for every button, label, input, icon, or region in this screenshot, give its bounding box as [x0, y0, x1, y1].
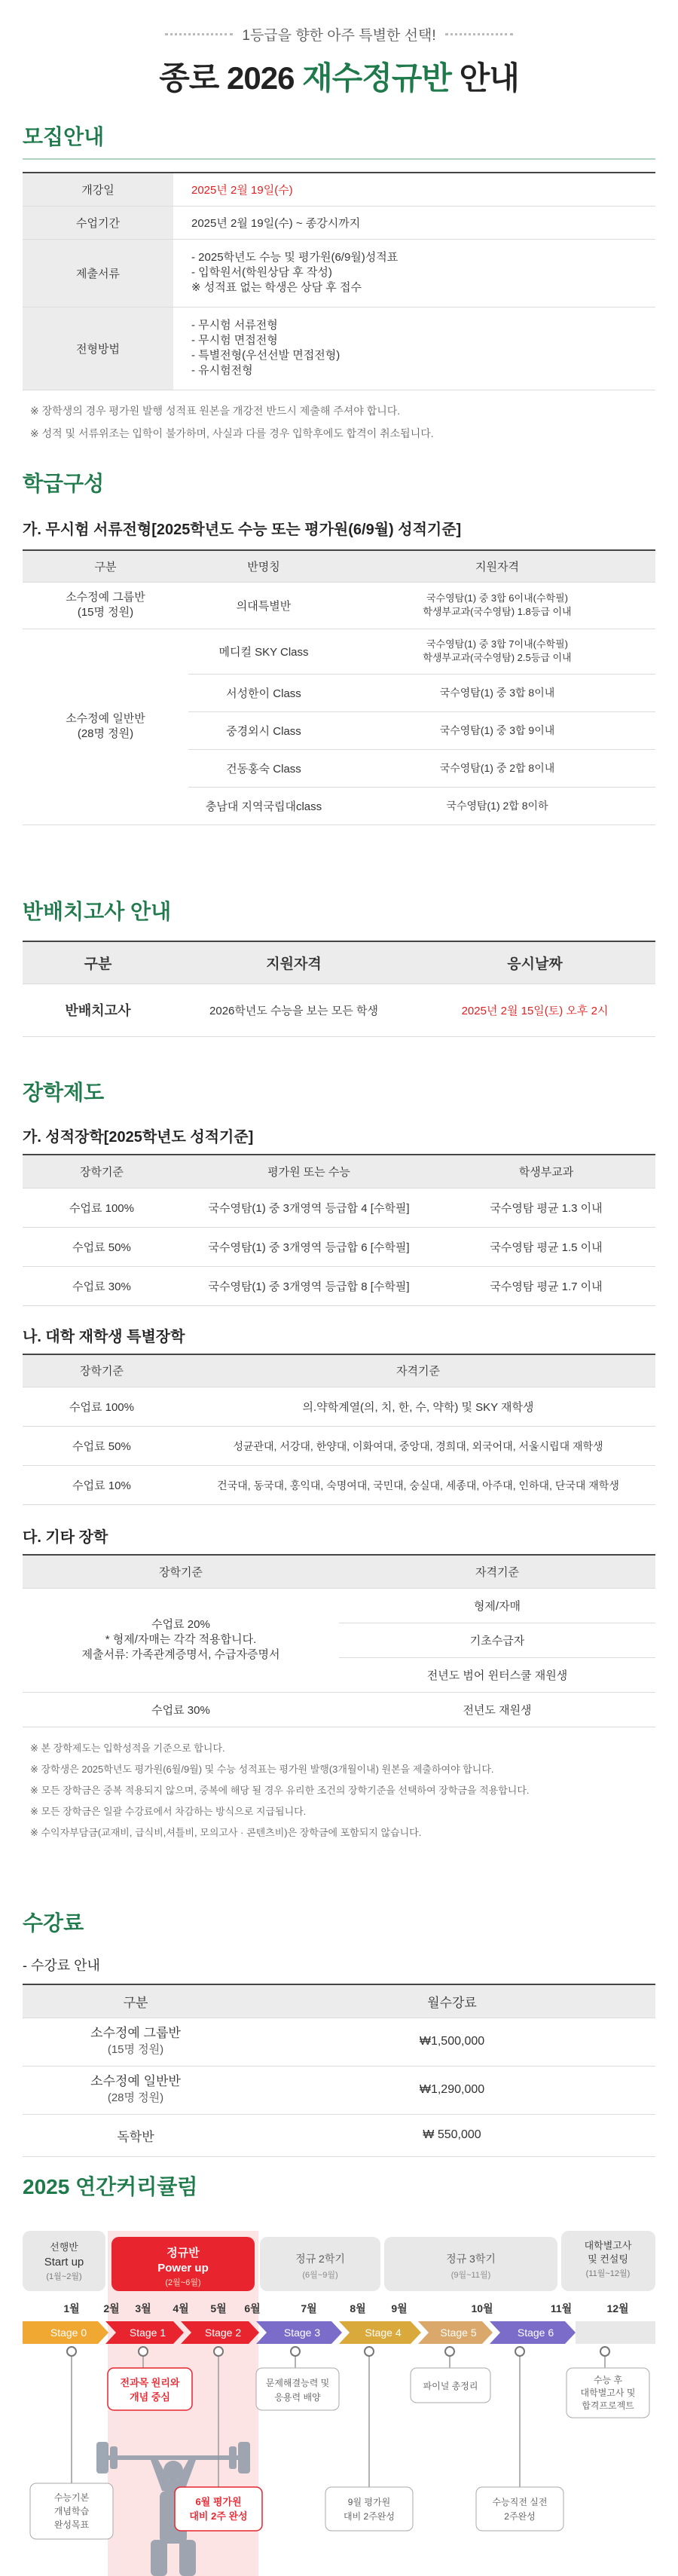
stage-label: Stage 0 — [50, 2327, 87, 2339]
group-sub: (28명 정원) — [77, 727, 134, 740]
name: 소수정예 그룹반 — [90, 2026, 181, 2040]
class-qual: 국수영탐(1) 중 3합 9이내 — [339, 711, 655, 749]
table-header — [23, 1984, 655, 2018]
hero-subtitle-row — [165, 24, 512, 44]
group-cell — [23, 582, 188, 629]
tuition-fee: ₩1,500,000 — [249, 2018, 655, 2066]
table-row — [23, 2114, 655, 2156]
stage-label: Stage 6 — [517, 2327, 554, 2339]
table-row — [23, 629, 655, 674]
line: - 특별전형(우선선발 면접전형) — [191, 349, 341, 362]
tuition-table — [23, 1984, 655, 2157]
note-box — [476, 2487, 563, 2531]
note-text: 개념학습 — [53, 2506, 90, 2516]
scholar-a-table — [23, 1154, 655, 1306]
cell: 국수영탐(1) 중 3개영역 등급합 8 [수학필] — [181, 1266, 437, 1305]
class-qual: 국수영탐(1) 중 3합 8이내 — [339, 674, 655, 711]
table-row — [23, 582, 655, 629]
phase-period: (9월~11월) — [450, 2271, 491, 2280]
cell: 수업료 30% — [23, 1692, 339, 1727]
cell: 수업료 50% — [23, 1427, 181, 1466]
cell: 국수영탐(1) 중 3개영역 등급합 6 [수학필] — [181, 1227, 437, 1266]
table-row — [23, 1588, 655, 1623]
placement-section — [0, 895, 678, 1037]
note-box — [175, 2487, 262, 2531]
divider — [23, 158, 655, 160]
stage-label: Stage 3 — [283, 2327, 321, 2339]
class-qual — [339, 629, 655, 674]
header-cell: 구분 — [23, 1984, 249, 2018]
scholar-title: 장학제도 — [23, 1081, 105, 1104]
tuition-subtitle: - 수강료 안내 — [23, 1958, 100, 1973]
tuition-fee: ₩1,290,000 — [249, 2066, 655, 2114]
header-cell: 학생부교과 — [437, 1155, 655, 1188]
month-label: 4월 — [173, 2302, 189, 2314]
tuition-name: 독학반 — [23, 2114, 249, 2156]
tuition-section — [0, 1907, 678, 2157]
month-label: 6월 — [244, 2302, 261, 2314]
tuition-title: 수강료 — [23, 1911, 84, 1935]
dot — [515, 2347, 524, 2356]
placement-date: 2025년 2월 15일(토) 오후 2시 — [414, 984, 655, 1036]
dot — [139, 2347, 148, 2356]
note-text: 2주완성 — [504, 2511, 536, 2522]
name: 소수정예 일반반 — [90, 2074, 181, 2088]
phase-name: 선행반 — [50, 2241, 78, 2253]
header-cell: 장학기준 — [23, 1555, 339, 1588]
note: ※ 성적 및 서류위조는 입학이 불가하며, 사실과 다를 경우 입학후에도 합격이 취소됩니다. — [30, 427, 434, 439]
cell: 기초수급자 — [339, 1623, 655, 1657]
note: ※ 장학생은 2025학년도 평가원(6월/9월) 및 수능 성적표는 평가원 발행(3개월이내) 원본을 제출하여야 합니다. — [30, 1763, 494, 1775]
tuition-fee: ₩ 550,000 — [249, 2114, 655, 2156]
title-prefix: 종로 2026 — [159, 60, 303, 96]
table-row — [23, 1227, 655, 1266]
note-text: 9월 평가원 — [347, 2497, 391, 2507]
title-suffix: 안내 — [450, 60, 519, 96]
line: 국수영탐(1) 중 3합 6이내(수학필) — [426, 592, 568, 604]
phase-period: (6월~9월) — [302, 2271, 338, 2280]
placement-table — [23, 941, 655, 1037]
note-text: 파이널 총정리 — [423, 2381, 478, 2391]
note-text: 합격프로젝트 — [582, 2400, 634, 2411]
header-cell: 자격기준 — [339, 1555, 655, 1588]
page-title — [0, 54, 678, 99]
phase-name2: Start up — [44, 2256, 84, 2269]
class-qual — [339, 582, 655, 629]
classes-section — [0, 467, 678, 825]
cell — [23, 1588, 339, 1692]
note-box — [108, 2368, 192, 2410]
month-label: 9월 — [391, 2302, 408, 2314]
month-label: 7월 — [301, 2302, 317, 2314]
row-label: 제출서류 — [23, 239, 173, 307]
class-name: 건동홍숙 Class — [188, 749, 339, 787]
row-value — [173, 307, 655, 390]
note-text: 대비 2주 완성 — [189, 2510, 248, 2522]
sub: (15명 정원) — [107, 2043, 164, 2056]
group-cell — [23, 629, 188, 825]
stage-label: Stage 4 — [365, 2327, 402, 2339]
curriculum-diagram — [0, 2231, 678, 2576]
line: 수업료 20% — [151, 1618, 210, 1631]
cell: 전년도 재원생 — [339, 1692, 655, 1727]
header-cell: 지원자격 — [173, 941, 414, 984]
sub: (28명 정원) — [107, 2091, 164, 2104]
header-cell: 장학기준 — [23, 1155, 181, 1188]
row-value — [173, 239, 655, 307]
line: - 입학원서(학원상담 후 작성) — [191, 266, 332, 279]
note-text: 6월 평가원 — [195, 2496, 242, 2507]
line: - 2025학년도 수능 및 평가원(6/9월)성적표 — [191, 251, 399, 264]
group-sub: (15명 정원) — [77, 606, 134, 619]
classes-subtitle: 가. 무시험 서류전형[2025학년도 수능 또는 평가원(6/9월) 성적기준] — [23, 522, 462, 538]
line: - 무시험 면접전형 — [191, 334, 278, 347]
placement-qual: 2026학년도 수능을 보는 모든 학생 — [173, 984, 414, 1036]
note-text: 문제해결능력 및 — [265, 2378, 330, 2388]
month-label: 2월 — [103, 2302, 120, 2314]
stage-label: Stage 5 — [440, 2327, 477, 2339]
line: 국수영탐(1) 중 3합 7이내(수학필) — [426, 638, 568, 650]
cell: 국수영탐(1) 중 3개영역 등급합 4 [수학필] — [181, 1188, 437, 1227]
row-label: 수업기간 — [23, 206, 173, 239]
scholar-notes — [0, 1738, 678, 1843]
classes-table — [23, 549, 655, 825]
month-label: 1월 — [63, 2302, 80, 2314]
recruit-section — [0, 121, 678, 445]
tuition-name — [23, 2018, 249, 2066]
phase-name: 대학별고사 — [584, 2240, 632, 2251]
dot — [445, 2347, 454, 2356]
row-label: 개강일 — [23, 173, 173, 206]
note-text: 대학별고사 및 — [580, 2388, 636, 2398]
recruit-notes — [0, 399, 678, 445]
header-cell: 월수강료 — [249, 1984, 655, 2018]
curriculum-title: 2025 연간커리큘럼 — [23, 2175, 198, 2198]
dots-left — [165, 33, 233, 36]
curriculum-section — [0, 2171, 678, 2201]
phase-name: 정규 2학기 — [295, 2253, 345, 2265]
scholar-c-table — [23, 1554, 655, 1727]
table-row — [23, 206, 655, 239]
table-row — [23, 984, 655, 1036]
recruit-table — [23, 172, 655, 390]
note-text: 개념 중심 — [130, 2391, 170, 2403]
dot — [214, 2347, 223, 2356]
phase-name2: 및 컨설팅 — [588, 2253, 628, 2265]
placement-name: 반배치고사 — [23, 984, 173, 1036]
line: - 유시험전형 — [191, 364, 253, 377]
cell: 형제/자매 — [339, 1588, 655, 1623]
recruit-title: 모집안내 — [23, 125, 105, 148]
note: ※ 장학생의 경우 평가원 발행 성적표 원본을 개강전 반드시 제출해 주셔야 합니다. — [30, 404, 401, 417]
stage-label: Stage 2 — [204, 2327, 242, 2339]
stage-tail — [576, 2321, 655, 2344]
phase-period: (1월~2월) — [46, 2272, 82, 2281]
note-text: 수능직전 실전 — [492, 2497, 548, 2507]
table-row — [23, 2066, 655, 2114]
dot — [600, 2347, 609, 2356]
line: * 형제/자매는 각각 적용합니다. — [105, 1633, 257, 1646]
table-row — [23, 1188, 655, 1227]
class-name: 서성한이 Class — [188, 674, 339, 711]
header-cell: 지원자격 — [339, 550, 655, 582]
note: ※ 모든 장학금은 일괄 수강료에서 차감하는 방식으로 지급됩니다. — [30, 1805, 307, 1817]
stage-row — [23, 2321, 655, 2344]
class-qual: 국수영탐(1) 2합 8이하 — [339, 787, 655, 825]
header-cell: 장학기준 — [23, 1354, 181, 1387]
scholar-c-title: 다. 기타 장학 — [23, 1529, 108, 1546]
header-cell: 평가원 또는 수능 — [181, 1155, 437, 1188]
row-value: 2025년 2월 19일(수) ~ 종강시까지 — [173, 206, 655, 239]
cell: 수업료 50% — [23, 1227, 181, 1266]
cell: 국수영탐 평균 1.3 이내 — [437, 1188, 655, 1227]
month-label: 12월 — [606, 2302, 629, 2314]
month-label: 10월 — [471, 2302, 493, 2314]
line: - 무시험 서류전형 — [191, 319, 278, 332]
title-highlight: 재수정규반 — [302, 60, 451, 96]
line: 제출서류: 가족관계증명서, 수급자증명서 — [81, 1648, 280, 1661]
table-header — [23, 550, 655, 582]
group-label: 소수정예 일반반 — [66, 712, 145, 725]
line: 학생부교과(국수영탐) 2.5등급 이내 — [423, 652, 572, 663]
phase-name2: Power up — [157, 2262, 209, 2275]
cell: 수업료 100% — [23, 1188, 181, 1227]
header-cell: 구분 — [23, 941, 173, 984]
table-row — [23, 173, 655, 206]
note-text: 수능 후 — [593, 2375, 623, 2385]
table-row — [23, 1387, 655, 1427]
row-label: 전형방법 — [23, 307, 173, 390]
table-header — [23, 1155, 655, 1188]
phase-name: 정규 3학기 — [446, 2253, 496, 2265]
month-row — [63, 2302, 628, 2314]
note-text: 수능기본 — [53, 2492, 90, 2503]
stage-label: Stage 1 — [129, 2327, 166, 2339]
table-row — [23, 239, 655, 307]
note: ※ 본 장학제도는 입학성적을 기준으로 합니다. — [30, 1742, 225, 1754]
tuition-name — [23, 2066, 249, 2114]
dot — [67, 2347, 76, 2356]
class-name: 충남대 지역국립대class — [188, 787, 339, 825]
cell: 국수영탐 평균 1.7 이내 — [437, 1266, 655, 1305]
dots-right — [445, 33, 513, 36]
cell: 전년도 범어 윈터스쿨 재원생 — [339, 1657, 655, 1692]
note: ※ 수익자부담금(교재비, 급식비,셔틀비, 모의고사 · 콘텐츠비)은 장학금에 포함되지 않습니다. — [30, 1826, 422, 1838]
class-name: 중경외시 Class — [188, 711, 339, 749]
scholar-b-title: 나. 대학 재학생 특별장학 — [23, 1328, 185, 1345]
table-row — [23, 1692, 655, 1727]
dot — [365, 2347, 374, 2356]
header-cell: 구분 — [23, 550, 188, 582]
table-row — [23, 1266, 655, 1305]
phase-name: 정규반 — [166, 2247, 200, 2259]
month-label: 5월 — [210, 2302, 227, 2314]
table-header — [23, 1354, 655, 1387]
cell: 국수영탐 평균 1.5 이내 — [437, 1227, 655, 1266]
cell: 건국대, 동국대, 홍익대, 숙명여대, 국민대, 숭실대, 세종대, 아주대, 인하대, 단국대 재학생 — [181, 1466, 655, 1505]
classes-title: 학급구성 — [23, 472, 105, 495]
row-value: 2025년 2월 19일(수) — [173, 173, 655, 206]
line: 학생부교과(국수영탐) 1.8등급 이내 — [423, 606, 572, 617]
line: ※ 성적표 없는 학생은 상담 후 접수 — [191, 281, 362, 294]
class-name: 메디컬 SKY Class — [188, 629, 339, 674]
cell: 의.약학계열(의, 치, 한, 수, 약학) 및 SKY 재학생 — [181, 1387, 655, 1427]
note-text: 응용력 배양 — [274, 2392, 321, 2403]
table-header — [23, 1555, 655, 1588]
group-label: 소수정예 그룹반 — [66, 591, 145, 604]
placement-title: 반배치고사 안내 — [23, 900, 172, 923]
cell: 수업료 10% — [23, 1466, 181, 1505]
phase-period: (11월~12월) — [585, 2269, 631, 2278]
table-row — [23, 307, 655, 390]
scholar-section — [0, 1076, 678, 1843]
note-box — [325, 2487, 413, 2531]
scholar-a-title: 가. 성적장학[2025학년도 성적기준] — [23, 1129, 254, 1146]
header-cell: 자격기준 — [181, 1354, 655, 1387]
dot — [291, 2347, 300, 2356]
note-text: 완성목표 — [53, 2519, 90, 2530]
note-box — [256, 2368, 339, 2410]
table-row — [23, 1466, 655, 1505]
header-cell: 응시날짜 — [414, 941, 655, 984]
month-label: 3월 — [135, 2302, 151, 2314]
table-header — [23, 941, 655, 984]
table-row — [23, 2018, 655, 2066]
scholar-b-table — [23, 1354, 655, 1506]
month-label: 8월 — [350, 2302, 366, 2314]
class-name: 의대특별반 — [188, 582, 339, 629]
month-label: 11월 — [550, 2302, 573, 2314]
class-qual: 국수영탐(1) 중 2합 8이내 — [339, 749, 655, 787]
note-text: 대비 2주완성 — [344, 2511, 395, 2522]
note-text: 전과목 원리와 — [120, 2377, 180, 2388]
note: ※ 모든 장학금은 중복 적용되지 않으며, 중복에 해당 될 경우 유리한 조건의 장학기준을 선택하여 장학금을 적용합니다. — [30, 1784, 530, 1796]
table-row — [23, 1427, 655, 1466]
cell: 수업료 100% — [23, 1387, 181, 1427]
hero-subtitle: 1등급을 향한 아주 특별한 선택! — [242, 28, 436, 44]
cell: 성균관대, 서강대, 한양대, 이화여대, 중앙대, 경희대, 외국어대, 서울시립대 재학생 — [181, 1427, 655, 1466]
header-cell: 반명칭 — [188, 550, 339, 582]
hero — [0, 0, 678, 99]
phase-period: (2월~6월) — [165, 2278, 201, 2287]
cell: 수업료 30% — [23, 1266, 181, 1305]
